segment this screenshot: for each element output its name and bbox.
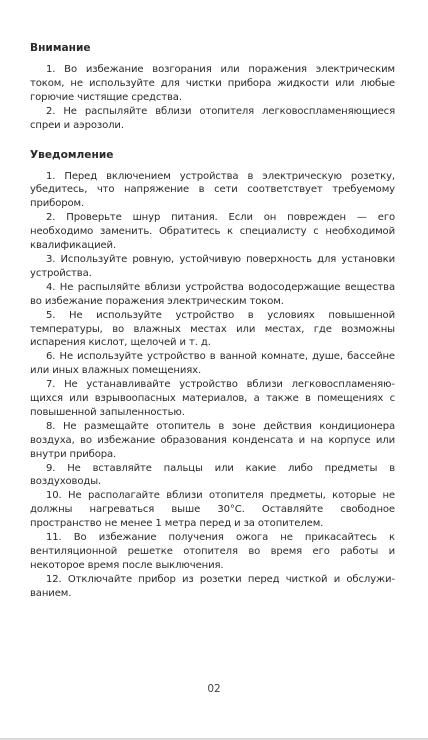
notice-item: 11. Во избежание получения ожога не прикасайтесь к вентиляционной решетке отопителя во время его работы и некоторое время после выключения. [30,532,395,571]
notice-item: 7. Не устанавливайте устройство вблизи легковоспламеняющихся или взрывоопасных материалов, а также в помещениях с повышенной запыленностью. [30,379,395,418]
warning-item: 1. Во избежание возгорания или поражения электрическим током, не используйте для чистки прибора жидкости или любые горючие чистящие средства. [30,64,395,103]
notice-item: 6. Не используйте устройство в ванной комнате, душе, бассейне или иных влажных помещениях. [30,351,395,377]
notice-item: 1. Перед включением устройства в электрическую розетку, убедитесь, что напряжение в сети соответствует требуемому прибором. [30,170,395,210]
notice-item: 5. Не используйте устройство в условиях повышенной температуры, во влажных местах или местах, где возможны испарения кислот, щелочей и т. д. [30,309,395,349]
notice-item: 4. Не распыляйте вблизи устройства водосодержащие вещества во избежание поражения электрическим током. [30,281,395,307]
page-number: 02 [207,683,221,695]
notice-item: 2. Проверьте шнур питания. Если он поврежден — его необходимо заменить. Обратитесь к специалисту с необходимой квалификацией. [30,212,395,252]
notice-item: 9. Не вставляйте пальцы или какие либо предметы в воздуховоды. [30,462,395,488]
notice-item: 10. Не располагайте вблизи отопителя предметы, которые не должны нагреваться выше 30°С. Оставляйте свободное пространство не менее 1 метра перед и за отопителем. [30,490,395,530]
notice-item: 3. Используйте ровную, устойчивую поверхность для установки устройства. [30,253,395,279]
warning-heading: Внимание [30,42,91,54]
notice-item: 8. Не размещайте отопитель в зоне действия кондиционера воздуха, во избежание образования конденсата и на корпусе или внутри прибора. [30,420,395,460]
notice-item: 12. Отключайте прибор из розетки перед чисткой и обслуживанием. [30,573,395,599]
notice-heading: Уведомление [30,148,114,161]
warning-item: 2. Не распыляйте вблизи отопителя легковоспламеняющиеся спреи и аэрозоли. [30,105,395,131]
